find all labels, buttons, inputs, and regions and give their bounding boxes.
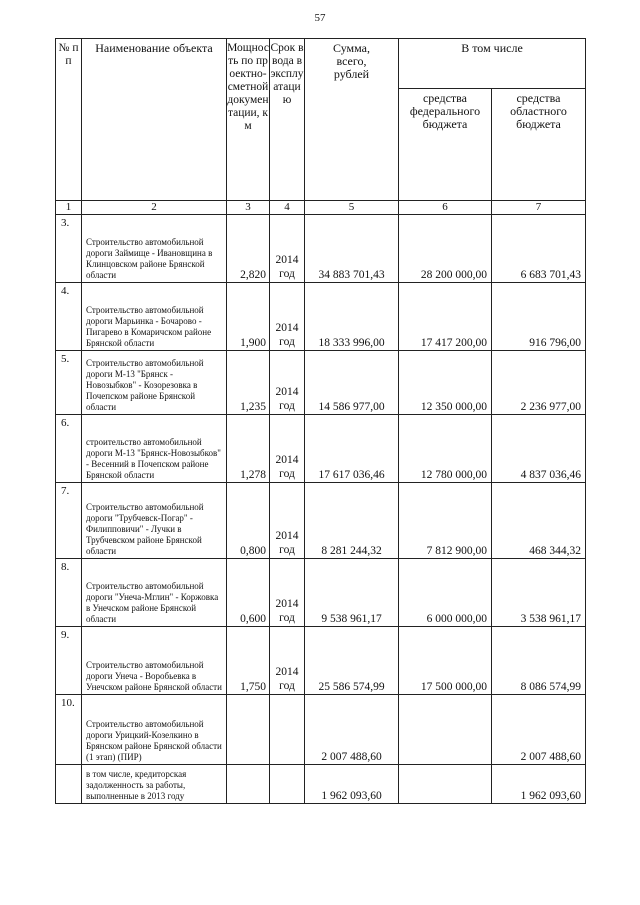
column-number: 3 [227,201,270,215]
header-sum-total: Сумма, всего, рублей [305,39,399,201]
federal-sum [399,765,492,804]
regional-sum: 1 962 093,60 [492,765,586,804]
commission-year: 2014 [275,530,299,542]
row-number: 8. [56,559,82,627]
commission-year-unit: год [279,544,295,556]
table-row [56,483,586,559]
commission-term [270,415,305,483]
federal-sum: 12 350 000,00 [399,351,492,415]
row-number [56,765,82,804]
object-name: строительство автомобильной дороги М-13 "Брянск-Новозыбков" - Весенний в Почепском районе Брянской области [82,415,227,483]
regional-sum: 2 007 488,60 [492,695,586,765]
column-number: 7 [492,201,586,215]
total-sum: 9 538 961,17 [305,559,399,627]
column-number: 2 [82,201,227,215]
column-number: 4 [270,201,305,215]
financing-table [55,38,586,804]
capacity-value [227,765,270,804]
commission-year-unit: год [279,680,295,692]
row-number: 5. [56,351,82,415]
regional-sum: 6 683 701,43 [492,215,586,283]
commission-term [270,765,305,804]
header-row-top [56,39,586,89]
table-row [56,627,586,695]
object-name: Строительство автомобильной дороги М-13 "Брянск - Новозыбков" - Козорезовка в Почепском районе Брянской области [82,351,227,415]
total-sum: 34 883 701,43 [305,215,399,283]
object-name: в том числе, кредиторская задолженность за работы, выполненные в 2013 году [82,765,227,804]
commission-year-unit: год [279,468,295,480]
total-sum: 14 586 977,00 [305,351,399,415]
commission-year: 2014 [275,666,299,678]
commission-term [270,627,305,695]
header-capacity: Мощность по проектно-сметной документации, км [227,39,270,201]
commission-term [270,215,305,283]
regional-sum: 4 837 036,46 [492,415,586,483]
capacity-value [227,695,270,765]
page-number: 57 [314,12,326,24]
table-row [56,215,586,283]
object-name: Строительство автомобильной дороги Унеча - Воробьевка в Унечском районе Брянской области [82,627,227,695]
column-number: 6 [399,201,492,215]
commission-year-unit: год [279,336,295,348]
federal-sum: 7 812 900,00 [399,483,492,559]
table-row [56,695,586,765]
total-sum: 1 962 093,60 [305,765,399,804]
capacity-value: 1,278 [227,415,270,483]
capacity-value: 0,600 [227,559,270,627]
commission-term [270,483,305,559]
table-row [56,559,586,627]
header-federal: средства федерального бюджета [399,89,492,201]
total-sum: 17 617 036,46 [305,415,399,483]
header-term: Срок ввода в эксплуатацию [270,39,305,201]
total-sum: 2 007 488,60 [305,695,399,765]
federal-sum: 28 200 000,00 [399,215,492,283]
column-number: 5 [305,201,399,215]
row-number: 9. [56,627,82,695]
object-name: Строительство автомобильной дороги "Трубчевск-Погар" - Филипповичи" - Лучки в Трубчевском районе Брянской области [82,483,227,559]
commission-term [270,559,305,627]
object-name: Строительство автомобильной дороги Марьинка - Бочарово - Пигарево в Комаричском районе Брянской области [82,283,227,351]
commission-year: 2014 [275,322,299,334]
commission-term [270,283,305,351]
row-number: 3. [56,215,82,283]
row-number: 10. [56,695,82,765]
regional-sum: 8 086 574,99 [492,627,586,695]
column-numbers-row [56,201,586,215]
row-number: 4. [56,283,82,351]
commission-year: 2014 [275,598,299,610]
regional-sum: 916 796,00 [492,283,586,351]
federal-sum: 17 417 200,00 [399,283,492,351]
header-no: № пп [56,39,82,201]
total-sum: 18 333 996,00 [305,283,399,351]
capacity-value: 0,800 [227,483,270,559]
object-name: Строительство автомобильной дороги "Унеча-Мглин" - Коржовка в Унечском районе Брянской области [82,559,227,627]
capacity-value: 2,820 [227,215,270,283]
total-sum: 25 586 574,99 [305,627,399,695]
capacity-value: 1,750 [227,627,270,695]
object-name: Строительство автомобильной дороги Займище - Ивановщина в Клинцовском районе Брянской области [82,215,227,283]
column-number: 1 [56,201,82,215]
regional-sum: 3 538 961,17 [492,559,586,627]
table-row [56,351,586,415]
table-row [56,283,586,351]
regional-sum: 468 344,32 [492,483,586,559]
commission-year: 2014 [275,386,299,398]
regional-sum: 2 236 977,00 [492,351,586,415]
commission-year-unit: год [279,400,295,412]
row-number: 6. [56,415,82,483]
commission-year: 2014 [275,254,299,266]
commission-year-unit: год [279,268,295,280]
capacity-value: 1,235 [227,351,270,415]
table-row [56,415,586,483]
federal-sum: 12 780 000,00 [399,415,492,483]
row-number: 7. [56,483,82,559]
header-regional: средства областного бюджета [492,89,586,201]
total-sum: 8 281 244,32 [305,483,399,559]
commission-year-unit: год [279,612,295,624]
header-including: В том числе [399,39,586,89]
commission-term [270,695,305,765]
federal-sum: 6 000 000,00 [399,559,492,627]
header-name: Наименование объекта [82,39,227,201]
object-name: Строительство автомобильной дороги Урицкий-Козелкино в Брянском районе Брянской области (1 этап) (ПИР) [82,695,227,765]
commission-term [270,351,305,415]
table-row [56,765,586,804]
commission-year: 2014 [275,454,299,466]
federal-sum: 17 500 000,00 [399,627,492,695]
federal-sum [399,695,492,765]
capacity-value: 1,900 [227,283,270,351]
